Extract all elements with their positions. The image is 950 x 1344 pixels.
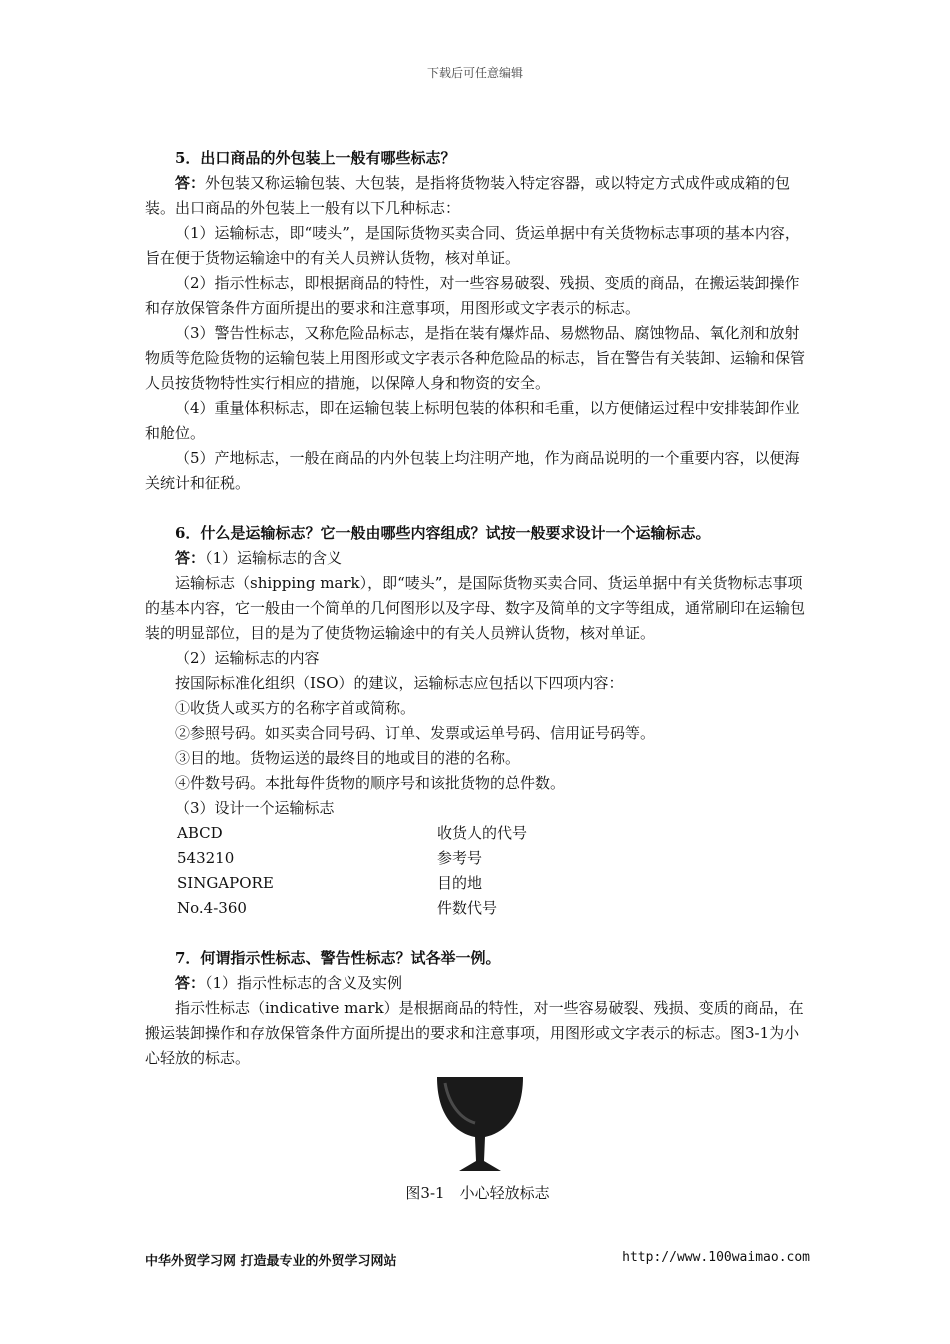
shipping-mark-code: ABCD: [177, 824, 223, 842]
page-footer: [145, 1250, 810, 1269]
shipping-mark-code: SINGAPORE: [177, 874, 274, 892]
footer-site-name: 中华外贸学习网 打造最专业的外贸学习网站: [145, 1254, 397, 1269]
q6-answer-sub1: [145, 546, 810, 571]
q5-answer-intro: [145, 171, 810, 221]
figure-3-1: [145, 1075, 810, 1175]
shipping-mark-row: [145, 896, 810, 921]
q6-para-1: 运输标志（shipping mark），即“唛头”，是国际货物买卖合同、货运单据中有关货物标志事项的基本内容，它一般由一个简单的几何图形以及字母、数字及简单的文字等组成，通常刷印在运输包装的明显部位，目的是为了使货物运输途中的有关人员辨认货物，核对单证。: [145, 574, 806, 642]
q5-item-2: （2）指示性标志，即根据商品的特性，对一些容易破裂、残损、变质的商品，在搬运装卸操作和存放保管条件方面所提出的要求和注意事项，用图形或文字表示的标志。: [145, 274, 800, 317]
q6-list-item-4: ④件数号码。本批每件货物的顺序号和该批货物的总件数。: [175, 774, 566, 792]
q7-sub1-text: （1）指示性标志的含义及实例: [205, 974, 403, 992]
shipping-mark-desc: 收货人的代号: [437, 824, 528, 842]
page-header: 下载后可任意编辑: [426, 66, 523, 80]
shipping-mark-row: [145, 846, 810, 871]
q5-intro-text: 外包装又称运输包装、大包装，是指将货物装入特定容器，或以特定方式成件或成箱的包装。出口商品的外包装上一般有以下几种标志：: [145, 174, 791, 217]
q6-sub3: （3）设计一个运输标志: [175, 799, 335, 817]
shipping-mark-code: 543210: [177, 849, 235, 867]
shipping-mark-desc: 参考号: [437, 849, 483, 867]
q5-item-3: （3）警告性标志，又称危险品标志，是指在装有爆炸品、易燃物品、腐蚀物品、氧化剂和放射物质等危险货物的运输包装上用图形或文字表示各种危险品的标志，旨在警告有关装卸、运输和保管人员按货物特性实行相应的措施，以保障人身和物资的安全。: [145, 324, 806, 392]
answer-label: 答：: [175, 174, 206, 192]
q6-list-item-2: ②参照号码。如买卖合同号码、订单、发票或运单号码、信用证号码等。: [175, 724, 656, 742]
shipping-mark-row: [145, 821, 810, 846]
shipping-mark-desc: 件数代号: [437, 899, 498, 917]
q6-list-item-1: ①收货人或买方的名称字首或简称。: [175, 699, 416, 717]
footer-url: http://www.100waimao.com: [622, 1250, 810, 1265]
shipping-mark-code: No.4-360: [177, 899, 247, 917]
q6-sub2: （2）运输标志的内容: [175, 649, 320, 667]
q5-item-1: （1）运输标志，即“唛头”，是国际货物买卖合同、货运单据中有关货物标志事项的基本内容，旨在便于货物运输途中的有关人员辨认货物，核对单证。: [145, 224, 800, 267]
q7-answer-sub1: [145, 971, 810, 996]
question-6: 6．什么是运输标志？它一般由哪些内容组成？试按一般要求设计一个运输标志。: [175, 524, 711, 542]
q5-item-4: （4）重量体积标志，即在运输包装上标明包装的体积和毛重，以方便储运过程中安排装卸作业和舱位。: [145, 399, 800, 442]
fragile-glass-icon: [435, 1075, 525, 1173]
document-body: [145, 146, 810, 1206]
answer-label: 答：: [175, 974, 206, 992]
q6-sub1-text: （1）运输标志的含义: [205, 549, 343, 567]
figure-caption: 图3-1 小心轻放标志: [405, 1184, 550, 1202]
q6-list-item-3: ③目的地。货物运送的最终目的地或目的港的名称。: [175, 749, 521, 767]
q5-item-5: （5）产地标志，一般在商品的内外包装上均注明产地，作为商品说明的一个重要内容，以便海关统计和征税。: [145, 449, 800, 492]
shipping-mark-row: [145, 871, 810, 896]
q6-para-2: 按国际标准化组织（ISO）的建议，运输标志应包括以下四项内容：: [175, 674, 624, 692]
q7-para-1: 指示性标志（indicative mark）是根据商品的特性，对一些容易破裂、残损、变质的商品，在搬运装卸操作和存放保管条件方面所提出的要求和注意事项，用图形或文字表示的标志。图3-1为小心轻放的标志。: [145, 999, 804, 1067]
question-5: 5．出口商品的外包装上一般有哪些标志？: [175, 149, 456, 167]
question-7: 7．何谓指示性标志、警告性标志？试各举一例。: [175, 949, 501, 967]
answer-label: 答：: [175, 549, 206, 567]
shipping-mark-desc: 目的地: [437, 874, 483, 892]
